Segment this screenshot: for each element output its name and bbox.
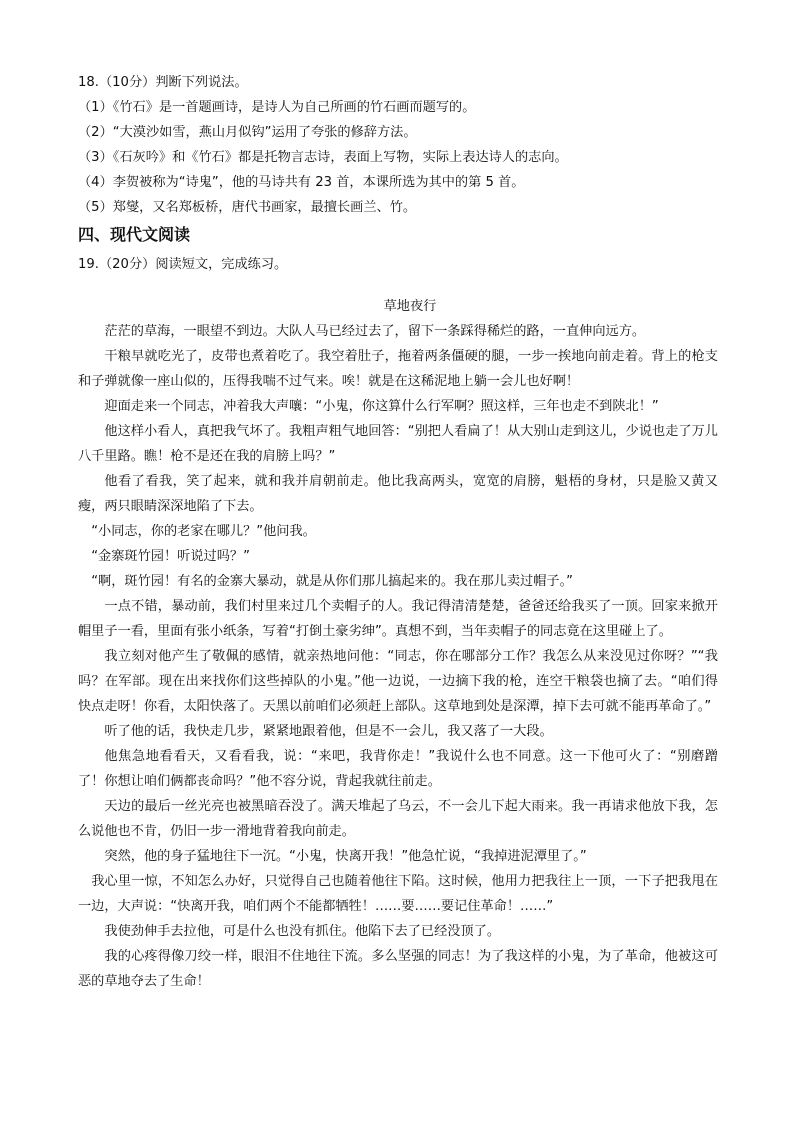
story-title: 草地夜行 — [383, 299, 437, 314]
story-paragraph: 听了他的话，我快走几步，紧紧地跟着他，但是不一会儿，我又落了一大段。 — [104, 724, 553, 739]
story-paragraph: “啊，斑竹园！有名的金寨大暴动，就是从你们那儿搞起来的。我在那儿卖过帽子。” — [91, 574, 573, 589]
story-paragraph: “金寨斑竹园！听说过吗？” — [91, 549, 250, 564]
story-paragraph: 干粮早就吃光了，皮带也煮着吃了。我空着肚子，拖着两条僵硬的腿，一步一挨地向前走着。背上的枪支和子弹就像一座山似的，压得我喘不过气来。唉！就是在这稀泥地上躺一会儿也好啊！ — [78, 349, 718, 389]
story-paragraph: 我的心疼得像刀绞一样，眼泪不住地往下流。多么坚强的同志！为了我这样的小鬼，为了革命，他被这可恶的草地夺去了生命！ — [78, 949, 718, 989]
exam-page — [78, 70, 718, 994]
q18-statement-4: （4）李贺被称为“诗鬼”，他的马诗共有 23 首，本课所选为其中的第 5 首。 — [78, 175, 525, 190]
q18-statement-5: （5）郑燮，又名郑板桥，唐代书画家，最擅长画兰、竹。 — [78, 200, 417, 215]
question-18-header: 18.（10分）判断下列说法。 — [78, 75, 248, 90]
story-paragraph: 突然，他的身子猛地往下一沉。“小鬼，快离开我！”他急忙说，“我掉进泥潭里了。” — [104, 849, 587, 864]
q18-statement-3: （3）《石灰吟》和《竹石》都是托物言志诗，表面上写物，实际上表达诗人的志向。 — [78, 150, 568, 165]
section-title-modern-reading: 四、现代文阅读 — [78, 225, 191, 244]
story-paragraph: 我使劲伸手去拉他，可是什么也没有抓住。他陷下去了已经没顶了。 — [104, 924, 501, 939]
q18-statement-1: （1）《竹石》是一首题画诗，是诗人为自己所画的竹石画而题写的。 — [78, 100, 476, 115]
story-paragraph: 他焦急地看看天，又看看我，说：“来吧，我背你走！”我说什么也不同意。这一下他可火了：“别磨蹭了！你想让咱们俩都丧命吗？”他不容分说，背起我就往前走。 — [78, 749, 718, 789]
story-paragraph: 一点不错，暴动前，我们村里来过几个卖帽子的人。我记得清清楚楚，爸爸还给我买了一顶。回家来掀开帽里子一看，里面有张小纸条，写着“打倒土豪劣绅”。真想不到，当年卖帽子的同志竟在这里碰上了。 — [78, 599, 718, 639]
story-paragraph: 迎面走来一个同志，冲着我大声嚷：“小鬼，你这算什么行军啊？照这样，三年也走不到陕北！” — [104, 399, 659, 414]
q18-statement-2: （2）“大漠沙如雪，燕山月似钩”运用了夸张的修辞方法。 — [78, 125, 417, 140]
story-paragraph: 我心里一惊，不知怎么办好，只觉得自己也随着他往下陷。这时候，他用力把我往上一顶，一下子把我甩在一边，大声说：“快离开我，咱们两个不能都牺牲！……要……要记住革命！……” — [78, 874, 718, 914]
story-paragraph: 茫茫的草海，一眼望不到边。大队人马已经过去了，留下一条踩得稀烂的路，一直伸向远方。 — [104, 324, 646, 339]
story-paragraph: “小同志，你的老家在哪儿？”他问我。 — [91, 524, 316, 539]
question-19-header: 19.（20分）阅读短文，完成练习。 — [78, 257, 288, 272]
story-paragraph: 天边的最后一丝光亮也被黑暗吞没了。满天堆起了乌云，不一会儿下起大雨来。我一再请求他放下我，怎么说他也不肯，仍旧一步一滑地背着我向前走。 — [78, 799, 718, 839]
story-paragraph: 我立刻对他产生了敬佩的感情，就亲热地问他：“同志，你在哪部分工作？我怎么从来没见过你呀？”“我吗？在军部。现在出来找你们这些掉队的小鬼。”他一边说，一边摘下我的枪，连空干粮袋也摘了去。“咱们得快点走呀！你看，太阳快落了。天黑以前咱们必须赶上部队。这草地到处是深潭，掉下去可就不能再革命了。” — [78, 649, 718, 714]
story-paragraph: 他这样小看人，真把我气坏了。我粗声粗气地回答：“别把人看扁了！从大别山走到这儿，少说也走了万儿八千里路。瞧！枪不是还在我的肩膀上吗？” — [78, 424, 718, 464]
story-paragraph: 他看了看我，笑了起来，就和我并肩朝前走。他比我高两头，宽宽的肩膀，魁梧的身材，只是脸又黄又瘦，两只眼睛深深地陷了下去。 — [78, 474, 718, 514]
